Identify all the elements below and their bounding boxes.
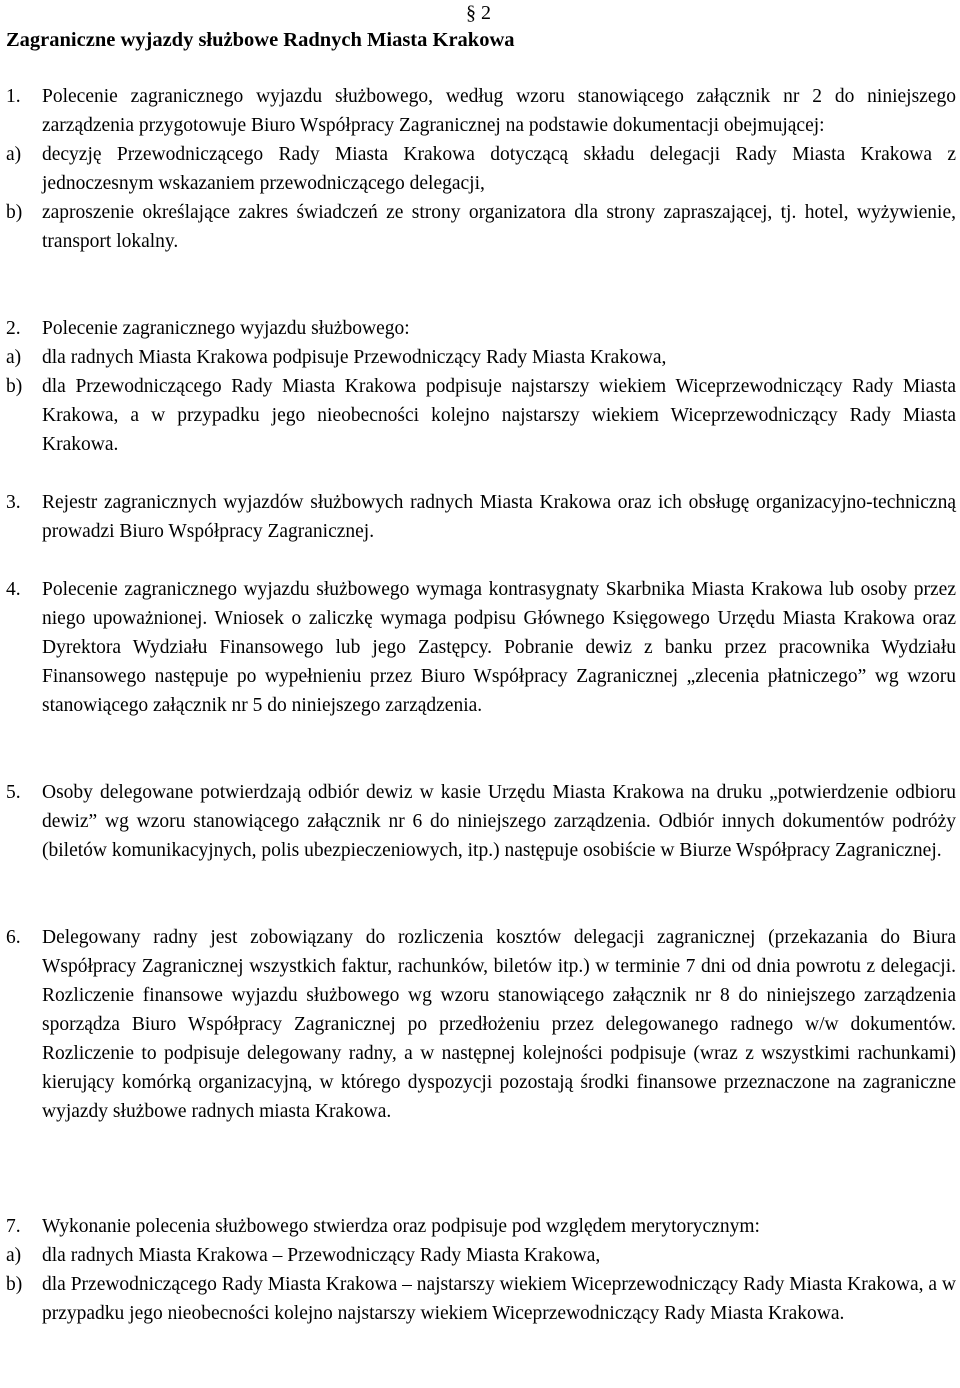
- subitem: [6, 1270, 956, 1328]
- point-text: Wykonanie polecenia służbowego stwierdza oraz podpisuje pod względem merytorycznym:: [42, 1216, 760, 1237]
- point-4: [6, 575, 956, 720]
- subitem-label: b): [6, 202, 23, 223]
- point-number: 3.: [6, 492, 21, 513]
- subitem: [6, 372, 956, 459]
- subitem-label: a): [6, 347, 22, 368]
- subitem-label: b): [6, 1274, 23, 1295]
- point-6: [6, 923, 956, 1126]
- point-number: 6.: [6, 927, 21, 948]
- subitem: [6, 140, 956, 198]
- subitem: [6, 343, 956, 372]
- subitem-label: a): [6, 1245, 22, 1266]
- subitem: [6, 1241, 956, 1270]
- subitem-label: b): [6, 376, 23, 397]
- point-number: 1.: [6, 86, 21, 107]
- section-number: § 2: [466, 2, 491, 24]
- subitem-label: a): [6, 144, 22, 165]
- point-2: [6, 314, 956, 459]
- point-3: [6, 488, 956, 546]
- subitem-text: dla radnych Miasta Krakowa podpisuje Przewodniczący Rady Miasta Krakowa,: [42, 347, 667, 368]
- point-text: Delegowany radny jest zobowiązany do rozliczenia kosztów delegacji zagranicznej (przekazania do Biura Współpracy Zagranicznej wszystkich faktur, rachunków, biletów itp.) w terminie 7 dni od dnia powrotu z delegacji. Rozliczenie finansowe wyjazdu służbowego wg wzoru stanowiącego załącznik nr 8 do niniejszego zarządzenia sporządza Biuro Współpracy Zagranicznej po przedłożeniu przez delegowanego radnego w/w dokumentów. Rozliczenie to podpisuje delegowany radny, a w następnej kolejności podpisuje (wraz z wszystkimi rachunkami) kierujący komórką organizacyjną, w którego dyspozycji pozostają środki finansowe przeznaczone na zagraniczne wyjazdy służbowe radnych miasta Krakowa.: [42, 927, 956, 1122]
- point-7: [6, 1212, 956, 1328]
- subitem-text: zaproszenie określające zakres świadczeń ze strony organizatora dla strony zapraszającej, tj. hotel, wyżywienie, transport lokalny.: [42, 202, 956, 252]
- point-number: 7.: [6, 1216, 21, 1237]
- point-1: [6, 82, 956, 256]
- subitem-text: dla Przewodniczącego Rady Miasta Krakowa podpisuje najstarszy wiekiem Wiceprzewodniczący Rady Miasta Krakowa, a w przypadku jego nieobecności kolejno najstarszy wiekiem Wiceprzewodniczący Rady Miasta Krakowa.: [42, 376, 956, 455]
- document-title: Zagraniczne wyjazdy służbowe Radnych Miasta Krakowa: [6, 29, 515, 51]
- point-text: Polecenie zagranicznego wyjazdu służbowego:: [42, 318, 410, 339]
- point-text: Osoby delegowane potwierdzają odbiór dewiz w kasie Urzędu Miasta Krakowa na druku „potwierdzenie odbioru dewiz” wg wzoru stanowiącego załącznik nr 6 do niniejszego zarządzenia. Odbiór innych dokumentów podróży (biletów komunikacyjnych, polis ubezpieczeniowych, itp.) następuje osobiście w Biurze Współpracy Zagranicznej.: [42, 782, 956, 861]
- point-number: 2.: [6, 318, 21, 339]
- point-number: 4.: [6, 579, 21, 600]
- subitem: [6, 198, 956, 256]
- point-number: 5.: [6, 782, 21, 803]
- point-5: [6, 778, 956, 865]
- point-text: Polecenie zagranicznego wyjazdu służbowego wymaga kontrasygnaty Skarbnika Miasta Krakowa lub osoby przez niego upoważnionej. Wniosek o zaliczkę wymaga podpisu Głównego Księgowego Urzędu Miasta Krakowa oraz Dyrektora Wydziału Finansowego lub jego Zastępcy. Pobranie dewiz z banku przez pracownika Wydziału Finansowego następuje po wypełnieniu przez Biuro Współpracy Zagranicznej „zlecenia płatniczego” wg wzoru stanowiącego załącznik nr 5 do niniejszego zarządzenia.: [42, 579, 956, 716]
- point-text: Polecenie zagranicznego wyjazdu służbowego, według wzoru stanowiącego załącznik nr 2 do niniejszego zarządzenia przygotowuje Biuro Współpracy Zagranicznej na podstawie dokumentacji obejmującej:: [42, 86, 956, 136]
- subitem-text: dla radnych Miasta Krakowa – Przewodniczący Rady Miasta Krakowa,: [42, 1245, 601, 1266]
- point-text: Rejestr zagranicznych wyjazdów służbowych radnych Miasta Krakowa oraz ich obsługę organizacyjno-techniczną prowadzi Biuro Współpracy Zagranicznej.: [42, 492, 956, 542]
- subitem-text: dla Przewodniczącego Rady Miasta Krakowa – najstarszy wiekiem Wiceprzewodniczący Rady Miasta Krakowa, a w przypadku jego nieobecności kolejno najstarszy wiekiem Wiceprzewodniczący Rady Miasta Krakowa.: [42, 1274, 956, 1324]
- subitem-text: decyzję Przewodniczącego Rady Miasta Krakowa dotyczącą składu delegacji Rady Miasta Krakowa z jednoczesnym wskazaniem przewodniczącego delegacji,: [42, 144, 956, 194]
